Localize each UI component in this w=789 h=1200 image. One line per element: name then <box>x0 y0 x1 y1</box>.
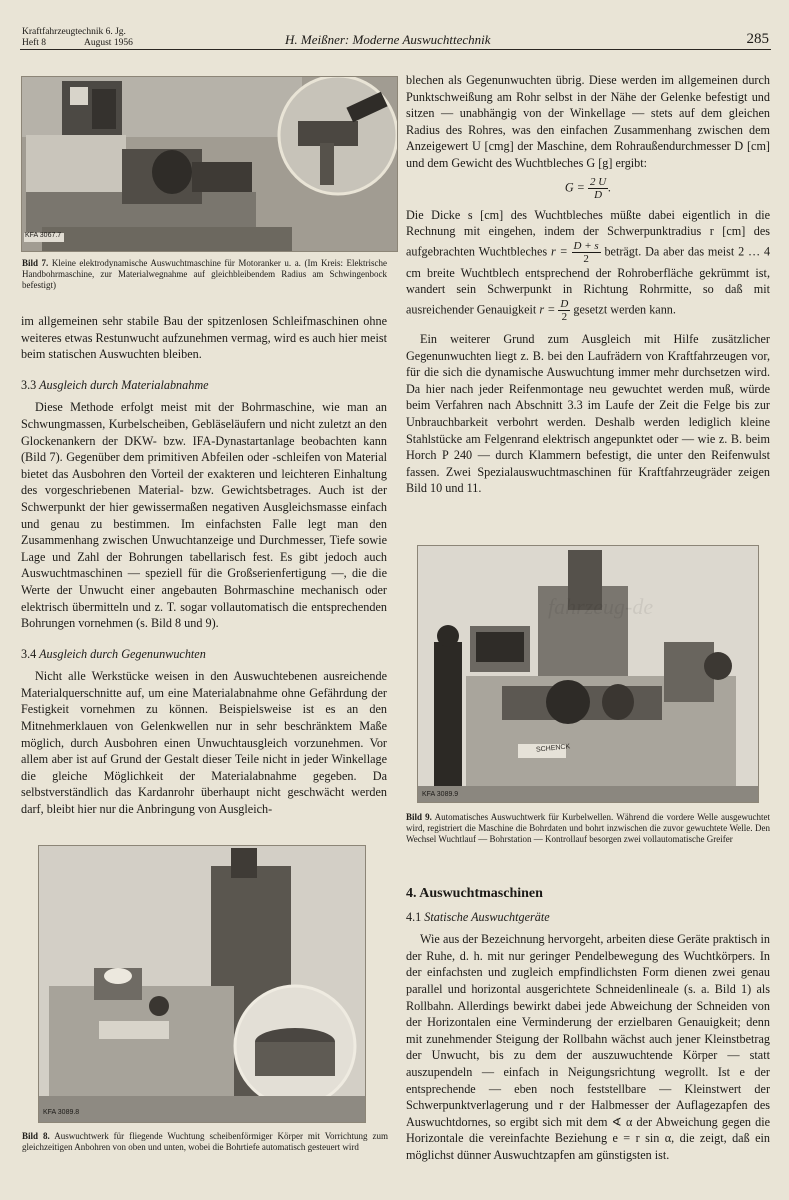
right-column-bottom <box>406 886 770 1164</box>
figure-9-brand: SCHENCK <box>535 743 571 754</box>
paragraph-thickness <box>406 207 770 323</box>
section-3-3-paragraph: Diese Methode erfolgt meist mit der Bohrmaschine, wie man an Schwungmassen, Kurbelscheiben, Gebläseläufern und nicht zuletzt an den Glockenankern der DKW- bzw. IFA-Dynastartanlage beobachten kann (Bild 7). Gegenüber dem primitiven Abfeilen oder -schleifen von Material bietet das Ausbohren den Vorteil der exakteren und leichteren Einhaltung des vorgeschriebenen Material- bzw. Gewichtsbetrages. Auch ist der Schwerpunkt der hier gewissermaßen negativen Ausgleichsmasse einfach und genau zu bestimmen. Im einfachsten Falle legt man den Zusammenhang zwischen Unwuchtanzeige und Durchmesser, Tiefe sowie Lage und Zahl der Bohrungen tabellarisch fest. Es gibt jedoch auch Auswuchtmaschinen — speziell für die Großserienfertigung —, die die Werte der Unwucht einer angebauten Bohrmaschine mechanisch oder elektrisch übermitteln und z. T. sogar vollautomatisch die entsprechenden Bohrungen vornehmen (s. Bild 8 und 9). <box>21 400 387 631</box>
formula-radius-simplified-lhs: r = <box>539 302 556 317</box>
figure-7-photo <box>21 76 398 252</box>
paragraph-wheels: Ein weiterer Grund zum Ausgleich mit Hilfe zusätzlicher Gegenunwuchten liegt z. B. bei den Laufrädern von Kraftfahrzeugen vor, für die sich die dynamische Auswuchtung immer mehr durchsetzen wird. Da hier nach jeder Reifenmontage neu gewuchtet werden muß, würde beim Verfahren nach Abschnitt 3.3 im Laufe der Zeit die Felge bis zur Unbrauchbarkeit verbohrt werden. Deshalb werden lediglich kleine Stahlstücke am Felgenrand elektrisch angepunktet oder — wie z. B. beim Horch P 240 — durch Klammern befestigt, die unter den Reifenwulst fassen. Zwei Spezialauswuchtmaschinen für Kraftfahrzeugräder zeigen Bild 10 und 11. <box>406 331 770 496</box>
crankshaft-balancing-machine-illustration <box>418 546 758 802</box>
section-3-3-title: Ausgleich durch Materialabnahme <box>39 377 209 392</box>
section-4-1-paragraph: Wie aus der Bezeichnung hervorgeht, arbeiten diese Geräte praktisch in der Ruhe, d. h. mit nur geringer Pendelbewegung des Wuchtkörpers. In der einfachsten und zugleich empfindlichsten Form dienen zwei genau parallel und horizontal ausgerichtete Schneidenlineale (s. a. Bild 1) als Rollbahn. Allerdings bewirkt dabei jede Abweichung der Schneiden von der Horizontalen eine Verminderung der erzielbaren Genauigkeit; denn mit zunehmender Steigung der Rollbahn wächst auch jener Kleinstbetrag der Unwucht, bis zu dem der auszuwuchtende Körper — statt auszupendeln — einfach in Neigungsrichtung wegrollt. Ist e der entsprechende — eben noch feststellbare — Kleinstwert der Schwerpunktverlagerung und r der Halbmesser der Auflagezapfen des Auswuchtdornes, so ergibt sich mit dem ∢ α der Abweichung gegen die Horizontale die vereinfachte Beziehung e = r sin α, die zeigt, daß ein möglichst dünner Auswuchtzapfen am günstigsten ist. <box>406 932 770 1162</box>
formula-radius-lhs: r = <box>550 244 568 259</box>
figure-8-plate-number: KFA 3089.8 <box>43 1109 80 1116</box>
section-3-4-paragraph: Nicht alle Werkstücke weisen in den Auswuchtebenen ausreichende Materialquerschnitte auf, um eine Materialabnahme ohne Gefährdung der Festigkeit vornehmen zu können. Beispielsweise ist es an den Mitnehmerklauen von Gelenkwellen nur in sehr beschränktem Maße möglich, durch Ausbohren einen Unwuchtausgleich vorzunehmen. Vor allem aber ist auf Grund der Gestalt dieser Teile nicht in jeder Winkellage die gleiche Möglichkeit der Materialabnahme gegeben. Da selbstverständlich das Kardanrohr überhaupt nicht geschwächt werden darf, bleibt hier nur die Anbringung von Ausgleich- <box>21 669 387 817</box>
section-4-1-title: Statische Auswuchtgeräte <box>424 909 550 924</box>
section-4-1-heading <box>406 909 770 926</box>
section-4-heading: 4. Auswuchtmaschinen <box>406 886 543 901</box>
paragraph-thickness-text-b: beträgt. Da aber das meist 2 … 4 cm breite Wuchtblech entsprechend der Rohroberfläche gekrümmt ist, wandert sein Schwerpunkt in Richtung Rohrmitte, so daß mit ausreichender Genauigkeit <box>406 244 771 317</box>
formula-weight-lhs: G = <box>564 179 585 194</box>
issue-date: August 1956 <box>84 38 133 48</box>
figure-7-plate-number: KFA 3067.7 <box>25 232 62 239</box>
running-title: H. Meißner: Moderne Auswuchttechnik <box>285 32 491 47</box>
formula-radius-denominator: 2 <box>583 252 589 265</box>
watermark: fahrzeug-de <box>548 594 654 619</box>
figure-7-label: Bild 7. <box>22 258 49 268</box>
figure-8-label: Bild 8. <box>22 1131 50 1141</box>
paragraph-thickness-text-c: gesetzt werden kann. <box>573 302 676 317</box>
journal-header <box>22 27 252 49</box>
figure-7-caption <box>22 258 387 292</box>
figure-8-caption-text: Auswuchtwerk für fliegende Wuchtung scheibenförmiger Körper mit Vorrichtung zum gleichzeitigen Anbohren von oben und unten, wobei die Bohrtiefe automatisch gesteuert wird <box>22 1131 388 1153</box>
figure-9-caption-text: Automatisches Auswuchtwerk für Kurbelwellen. Während die vordere Welle ausgewuchtet wird, registriert die Maschine die Bohrdaten und bohrt inzwischen die zuvor gewuchtete Welle. Den Wechsel Wuchtlauf — Bohrstation — Kontrollauf besorgen zwei vollautomatische Greifer <box>406 812 770 845</box>
page-number: 285 <box>746 31 769 47</box>
disc-balancing-machine-illustration <box>39 846 365 1122</box>
formula-radius <box>572 240 601 265</box>
section-3-4-number: 3.4 <box>21 646 37 661</box>
motor-armature-balancing-machine-illustration <box>22 77 397 251</box>
formula-weight-denominator: D <box>594 188 603 201</box>
formula-radius-simplified-numerator: D <box>560 297 569 310</box>
right-column-top <box>406 72 770 497</box>
issue-number: Heft 8 <box>22 38 47 48</box>
figure-7-caption-text: Kleine elektrodynamische Auswuchtmaschine für Motoranker u. a. (Im Kreis: Elektrische Handbohrmaschine, zur Materialwegnahme auf gleichbleibendem Radius am Schwingenbock befestigt) <box>22 258 387 291</box>
paragraph-thickness-text-a: Die Dicke s [cm] des Wuchtbleches müßte dabei eigentlich in die Rechnung mit eingehen, indem der Schwerpunktradius r [cm] des aufgebrachten Wuchtbleches <box>406 207 770 259</box>
paragraph-intro: im allgemeinen sehr stabile Bau der spitzenlosen Schleifmaschinen ohne weiteres etwas Restunwucht aufzunehmen vermag, wird es auch hier meist beim statischen Auswuchten bleiben. <box>21 314 387 362</box>
figure-9-plate-number: KFA 3089.9 <box>422 791 459 798</box>
section-3-3-heading <box>21 377 387 394</box>
header-rule <box>20 49 771 50</box>
figure-9-photo <box>417 545 759 803</box>
figure-9-label: Bild 9. <box>406 812 432 822</box>
formula-weight-numerator: 2 U <box>589 175 607 188</box>
journal-name: Kraftfahrzeugtechnik 6. Jg. <box>22 27 126 37</box>
figure-9-caption <box>406 812 770 846</box>
left-column <box>21 313 387 818</box>
formula-radius-simplified-denominator: 2 <box>561 310 568 323</box>
section-4-1-number: 4.1 <box>406 909 422 924</box>
figure-8-caption <box>22 1131 388 1153</box>
formula-radius-numerator: D + s <box>573 239 599 252</box>
formula-radius-simplified <box>558 298 570 323</box>
section-3-4-title: Ausgleich durch Gegenunwuchten <box>39 646 206 661</box>
paragraph-counterweights: blechen als Gegenunwuchten übrig. Diese werden im allgemeinen durch Punktschweißung am Rohr selbst in der Nähe der Gelenke befestigt und sitzen — unabhängig von der Winkellage — stets auf dem gleichen Radius des Rohres, was den einfachen Zusammenhang zwischen dem Anzeigewert U [cmg] der Maschine, dem Rohraußendurchmesser D [cm] und dem Gewicht des Wuchtbleches G [g] ergibt: <box>406 73 770 170</box>
section-3-3-number: 3.3 <box>21 377 37 392</box>
section-3-4-heading <box>21 646 387 663</box>
formula-weight-end: . <box>608 179 612 194</box>
formula-weight <box>406 176 770 201</box>
figure-8-photo <box>38 845 366 1123</box>
